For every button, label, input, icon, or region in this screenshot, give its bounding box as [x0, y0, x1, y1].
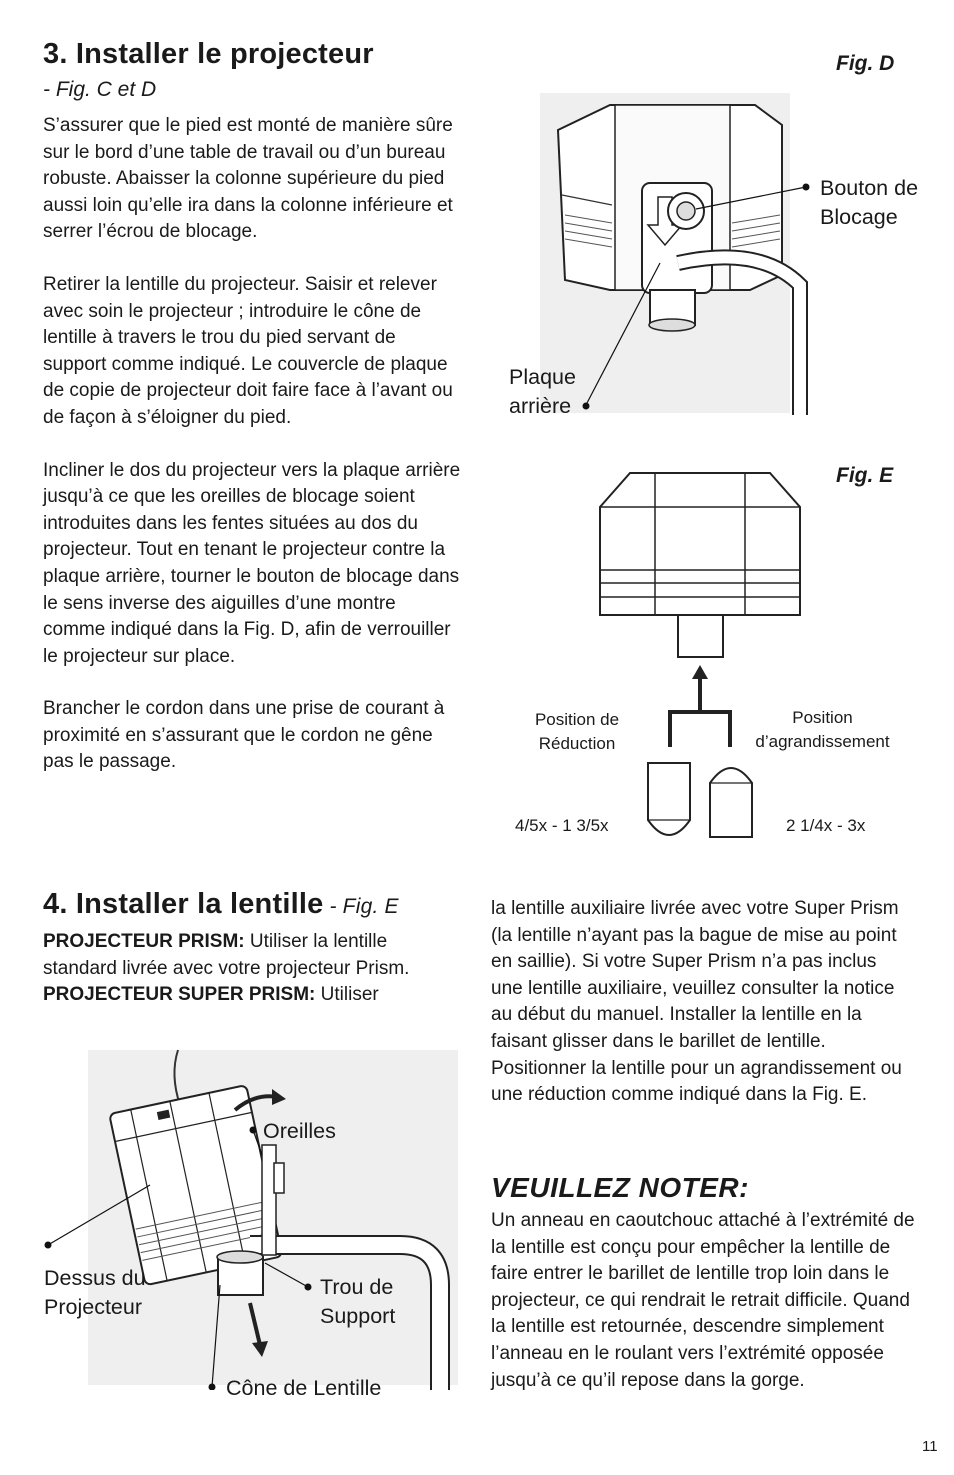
section-3-subtitle: - Fig. C et D	[43, 78, 157, 101]
section-4-body	[43, 929, 463, 1009]
super-prism-label: PROJECTEUR SUPER PRISM:	[43, 984, 316, 1006]
fig-c-illustration	[40, 1045, 460, 1390]
fig-e-enlarge-label: Position d’agrandissement	[755, 708, 890, 751]
section-3-title: 3. Installer le projecteur	[43, 38, 374, 70]
fig-d-callout-knob: Bouton de Blocage	[820, 176, 919, 229]
prism-text: Utiliser la lentille standard livrée avec votre projecteur Prism.	[43, 931, 410, 979]
fig-c-callout-ears: Oreilles	[263, 1119, 336, 1143]
section-3-paragraph-3: Incliner le dos du projecteur vers la plaque arrière jusqu’à ce que les oreilles de blocage soient introduites dans les fentes situées au dos du projecteur. Tout en tenant le projecteur contre la plaque arrière, tourner le bouton de blocage dans le sens inverse des aiguilles d’une montre comme indiqué dans la Fig. D, afin de verrouiller le projecteur sur place.	[43, 459, 461, 667]
section-4-continued: la lentille auxiliaire livrée avec votre Super Prism (la lentille n’ayant pas la bague de mise au point en saillie). Si votre Super Prism n’a pas inclus une lentille auxiliaire, veuillez consulter la notice au début du manuel. Installer la lentille en la faisant glisser dans le barillet de lentille. Positionner la lentille pour un agrandissement ou une réduction comme indiqué dans la Fig. E.	[491, 898, 902, 1106]
super-prism-text: Utiliser	[315, 984, 379, 1006]
fig-e-label: Fig. E	[836, 464, 894, 487]
section-3-paragraph-1: S’assurer que le pied est monté de manière sûre sur le bord d’une table de travail ou d’un bureau robuste. Abaisser la colonne supérieure du pied aussi loin qu’elle ira dans la colonne inférieure et serrer l’écrou de blocage.	[43, 115, 453, 243]
prism-label: PROJECTEUR PRISM:	[43, 931, 245, 952]
note-text: Un anneau en caoutchouc attaché à l’extrémité de la lentille est conçu pour empêcher la lentille de faire entrer le barillet de lentille trop loin dans le projecteur, ce qui rendrait le retrait difficile. Quand la lentille est retournée, descendre simplement l’anneau en le roulant vers l’extrémité opposée jusqu’à ce qu’il repose dans la gorge.	[491, 1210, 915, 1391]
section-3-body	[43, 113, 463, 802]
section-4-title: 4. Installer la lentille	[43, 888, 324, 920]
fig-d-label: Fig. D	[836, 52, 895, 75]
fig-e-enlarge-range: 2 1/4x - 3x	[786, 816, 866, 835]
fig-e-reduction-label: Position de Réduction	[534, 710, 620, 753]
fig-e-diagram	[590, 465, 810, 850]
fig-c-callout-cone: Cône de Lentille	[226, 1376, 382, 1400]
section-4-subtitle: - Fig. E	[323, 895, 399, 918]
fig-e-reduction-range: 4/5x - 1 3/5x	[515, 816, 609, 835]
page-number: 11	[922, 1438, 938, 1455]
note-title: VEUILLEZ NOTER:	[491, 1172, 749, 1203]
fig-c-callout-hole: Trou de Support	[320, 1275, 396, 1328]
section-3-paragraph-2: Retirer la lentille du projecteur. Saisir et relever avec soin le projecteur ; introduire le cône de lentille à travers le trou du pied servant de support comme indiqué. Le couvercle de plaque de copie de projecteur doit faire face à l’avant ou de façon à s’éloigner du pied.	[43, 273, 453, 428]
section-3-paragraph-4: Brancher le cordon dans une prise de courant à proximité en s’assurant que le cordon ne gêne pas le passage.	[43, 698, 445, 773]
section-4-title-line	[43, 888, 399, 921]
fig-c-callout-top: Dessus du Projecteur	[44, 1266, 146, 1319]
fig-d-callout-plate: Plaque arrière	[509, 365, 576, 418]
